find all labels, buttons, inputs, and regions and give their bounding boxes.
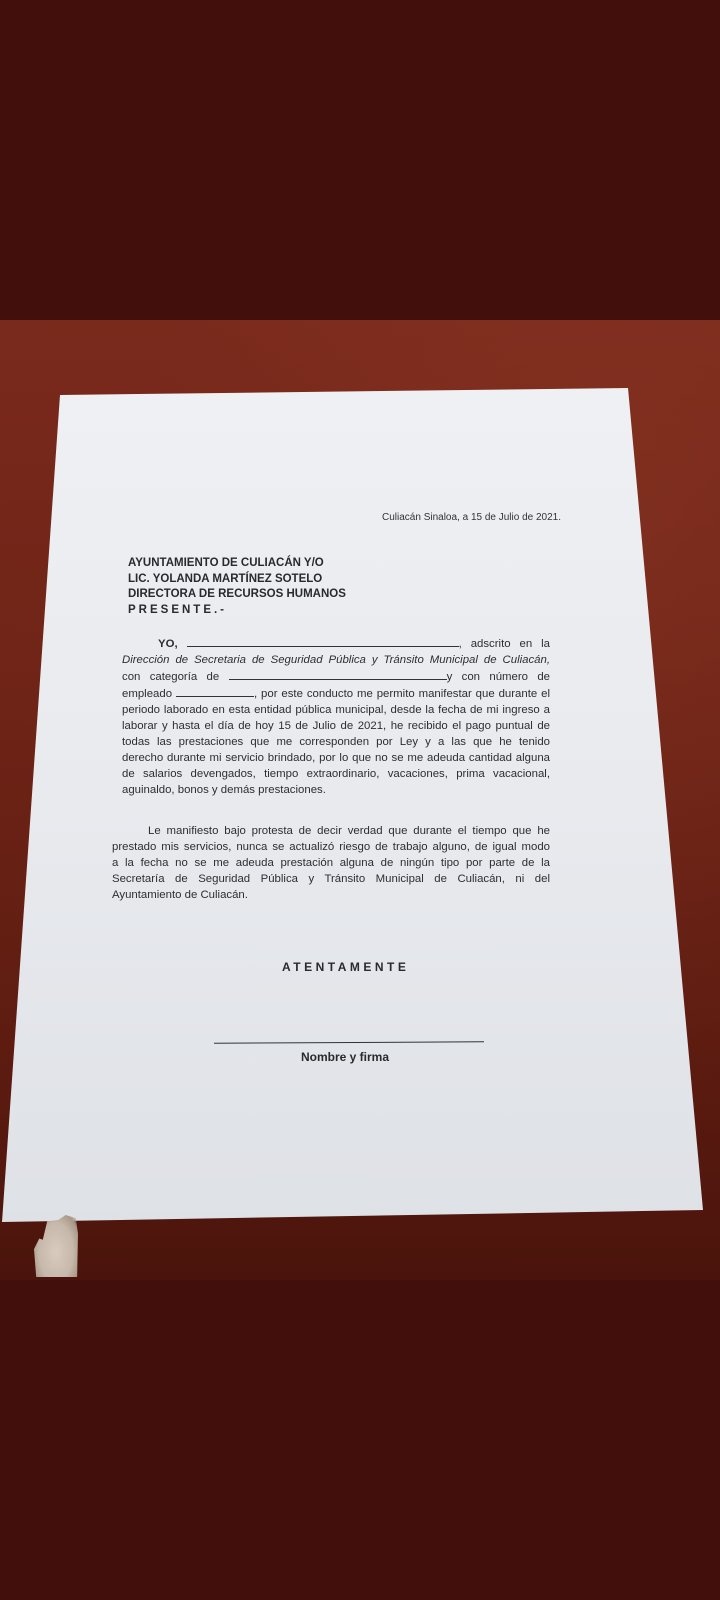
- employee-number-blank-field[interactable]: [176, 685, 254, 697]
- closing-atentamente: ATENTAMENTE: [282, 960, 410, 974]
- signature-line[interactable]: [214, 1041, 484, 1043]
- para2-line-4: Secretaría de Seguridad Pública y Tránsito Municipal de Culiacán, ni del: [112, 873, 550, 885]
- para1-line-8: derecho durante mi servicio brindado, por lo que no se me adeuda cantidad alguna: [122, 752, 550, 764]
- addressee-line-2: LIC. YOLANDA MARTÍNEZ SOTELO: [128, 572, 323, 585]
- para1-line-1: [122, 635, 550, 652]
- para1-line-7: todas las prestaciones que me corresponden por Ley y a las que he tenido: [122, 736, 550, 748]
- para2-line-3: a la fecha no se me adeuda prestación alguna de ningún tipo por parte de la: [112, 857, 550, 869]
- para1-l1-tail: , adscrito en la: [458, 638, 550, 650]
- paragraph-protest: [112, 823, 550, 903]
- addressee-line-4: PRESENTE.-: [128, 603, 228, 616]
- para2-line-1: Le manifiesto bajo protesta de decir verdad que durante el tiempo que he: [148, 825, 550, 837]
- name-blank-field[interactable]: [187, 635, 459, 647]
- addressee-block: [128, 556, 346, 618]
- date-line: Culiacán Sinaloa, a 15 de Julio de 2021.: [382, 512, 562, 523]
- yo-label: YO,: [158, 638, 178, 650]
- para1-l3-tail: y con número de: [446, 671, 550, 683]
- addressee-line-3: DIRECTORA DE RECURSOS HUMANOS: [128, 588, 346, 600]
- document-photo: [0, 320, 720, 1280]
- letter-content: [0, 320, 720, 1280]
- addressee-line-1: AYUNTAMIENTO DE CULIACÁN Y/O: [128, 557, 324, 569]
- signature-label: Nombre y firma: [301, 1050, 390, 1064]
- para1-line-10: aguinaldo, bonos y demás prestaciones.: [122, 784, 326, 796]
- para2-line-5: Ayuntamiento de Culiacán.: [112, 889, 248, 901]
- para1-line-6: laborar y hasta el día de hoy 15 de Julio de 2021, he recibido el pago puntual de: [122, 720, 550, 732]
- para1-line-4: [122, 685, 550, 702]
- para1-line-2: Dirección de Secretaria de Seguridad Pública y Tránsito Municipal de Culiacán,: [122, 654, 550, 666]
- paragraph-declaration: [122, 635, 550, 798]
- para1-line-5: periodo laborado en esta entidad pública municipal, desde la fecha de mi ingreso a: [122, 704, 550, 716]
- para1-l4-head: empleado: [122, 688, 173, 700]
- para1-line-9: de salarios devengados, tiempo extraordinario, vacaciones, prima vacacional,: [122, 768, 550, 780]
- para2-line-2: prestado mis servicios, nunca se actualizó riesgo de trabajo alguno, de igual modo: [112, 841, 550, 853]
- category-blank-field[interactable]: [229, 668, 447, 680]
- para1-l3-head: con categoría de: [122, 671, 220, 683]
- para1-l4-tail: , por este conducto me permito manifestar que durante el: [253, 688, 551, 700]
- para1-line-3: [122, 668, 550, 685]
